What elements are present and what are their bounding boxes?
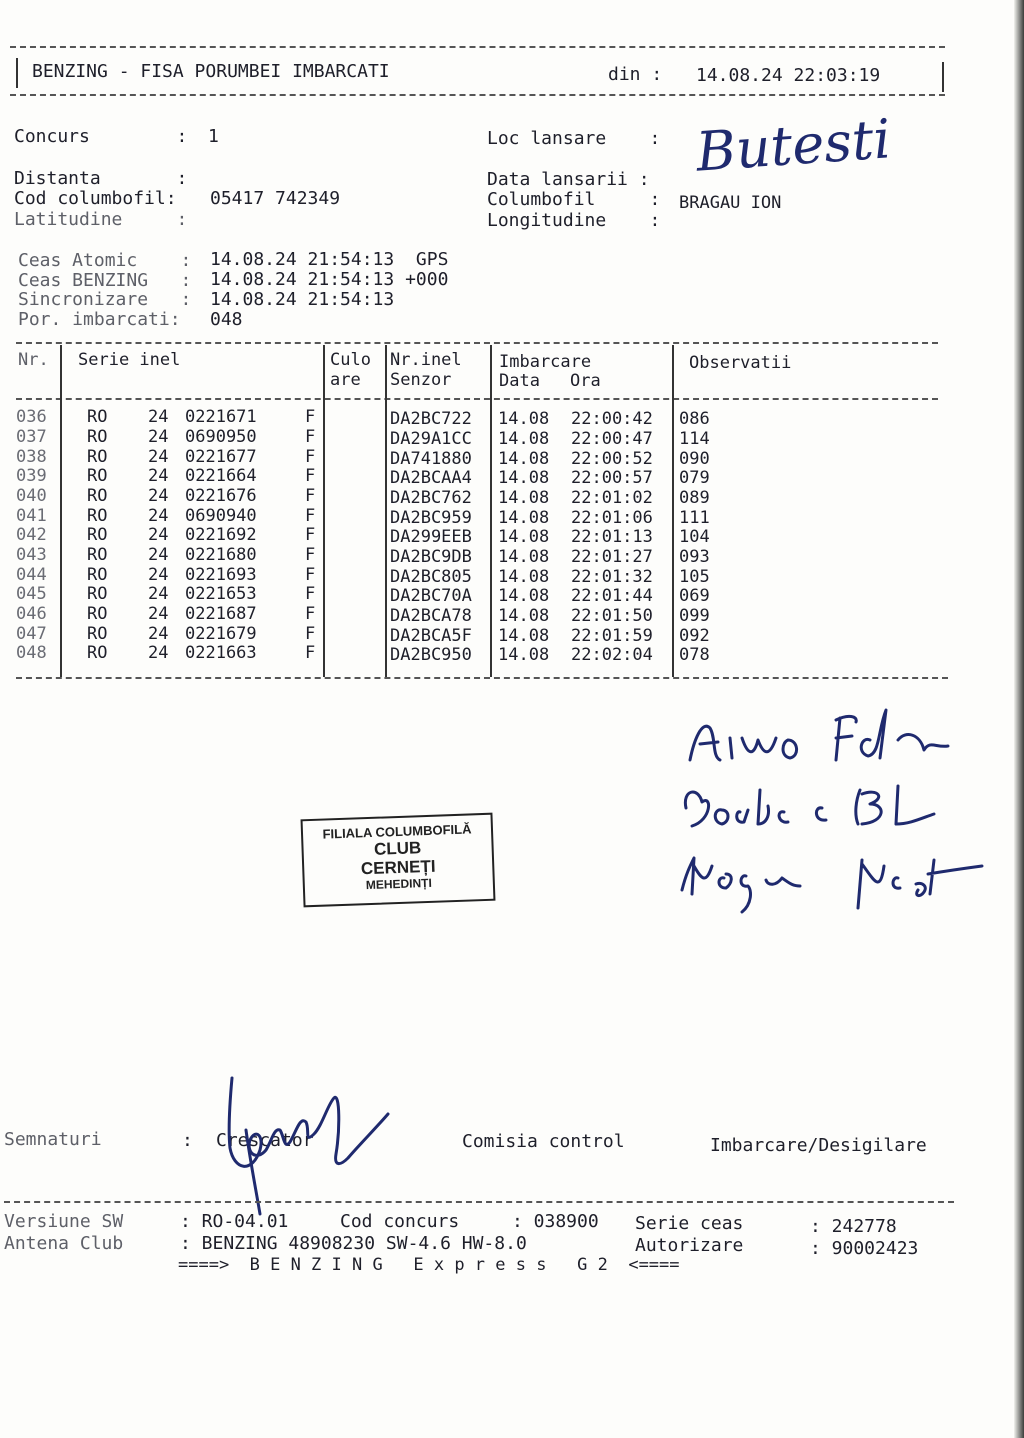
row-ring: 0221653: [185, 584, 257, 604]
header-top-rule: [10, 46, 945, 48]
row-obs: 089: [679, 488, 710, 508]
row-ring: 0690950: [185, 427, 257, 447]
row-year: 24: [148, 565, 169, 585]
row-sex: F: [305, 604, 316, 624]
signature-imbarcare-label: Imbarcare/Desigilare: [710, 1135, 927, 1156]
footer-serie-value: : 242778: [810, 1216, 897, 1237]
stamp-line-2: CLUB: [373, 838, 422, 859]
row-sensor: DA741880: [390, 449, 472, 469]
row-obs: 111: [679, 508, 710, 528]
row-obs: 105: [679, 567, 710, 587]
row-year: 24: [148, 525, 169, 545]
header-date-label: din :: [608, 64, 663, 85]
row-ring: 0221693: [185, 565, 257, 585]
row-obs: 114: [679, 429, 710, 449]
th-imbarcare: Imbarcare: [499, 352, 592, 372]
row-time: 22:00:57: [571, 468, 653, 488]
th-nr-inel: Nr.inel: [390, 350, 462, 370]
row-nr: 044: [16, 565, 47, 585]
row-country: RO: [87, 525, 108, 545]
row-time: 22:00:42: [571, 409, 653, 429]
row-sensor: DA2BC762: [390, 488, 472, 508]
row-ring: 0221664: [185, 466, 257, 486]
signatures-label: Semnaturi: [4, 1129, 102, 1150]
table-header-rule: [16, 398, 938, 400]
stamp-line-4: MEHEDINȚI: [365, 875, 433, 893]
row-sensor: DA2BC722: [390, 409, 472, 429]
signatures-colon: :: [182, 1130, 193, 1151]
row-nr: 043: [16, 545, 47, 565]
table-bottom-rule: [16, 677, 948, 679]
stamp-line-3: CERNEȚI: [360, 856, 436, 879]
th-culoare: Culo: [330, 350, 371, 370]
row-year: 24: [148, 545, 169, 565]
row-obs: 090: [679, 449, 710, 469]
footer-serie-label: Serie ceas: [635, 1213, 744, 1234]
row-obs: 086: [679, 409, 710, 429]
info-cod-label: Cod columbofil:: [14, 188, 177, 209]
row-time: 22:00:47: [571, 429, 653, 449]
col-sep-imbarcare: [672, 345, 674, 677]
row-ring: 0690940: [185, 506, 257, 526]
clock-benzing-value: 14.08.24 21:54:13 +000: [210, 269, 449, 290]
row-obs: 078: [679, 645, 710, 665]
row-year: 24: [148, 584, 169, 604]
row-ring: 0221680: [185, 545, 257, 565]
document-title: BENZING - FISA PORUMBEI IMBARCATI: [32, 61, 390, 82]
row-nr: 039: [16, 466, 47, 486]
info-distanta-label: Distanta :: [14, 168, 188, 189]
row-ring: 0221687: [185, 604, 257, 624]
row-year: 24: [148, 506, 169, 526]
row-time: 22:01:27: [571, 547, 653, 567]
info-loc-label: Loc lansare :: [487, 128, 661, 149]
col-sep-nr: [60, 345, 62, 677]
handwritten-launch-place: Butesti: [694, 107, 893, 184]
info-concurs-label: Concurs :: [14, 126, 188, 147]
footer-antena-label: Antena Club: [4, 1233, 124, 1254]
row-obs: 099: [679, 606, 710, 626]
row-sensor: DA299EEB: [390, 527, 472, 547]
row-ring: 0221663: [185, 643, 257, 663]
row-sex: F: [305, 486, 316, 506]
row-date: 14.08: [498, 429, 550, 449]
footer-cod-value: : 038900: [512, 1211, 599, 1232]
row-date: 14.08: [498, 626, 550, 646]
footer-sw-label: Versiune SW: [4, 1211, 124, 1232]
row-country: RO: [87, 447, 108, 467]
row-nr: 047: [16, 624, 47, 644]
row-nr: 042: [16, 525, 47, 545]
row-country: RO: [87, 545, 108, 565]
row-date: 14.08: [498, 488, 550, 508]
row-year: 24: [148, 407, 169, 427]
row-time: 22:01:32: [571, 567, 653, 587]
row-sex: F: [305, 466, 316, 486]
row-time: 22:01:13: [571, 527, 653, 547]
row-country: RO: [87, 584, 108, 604]
th-data: Data: [499, 371, 540, 391]
row-country: RO: [87, 506, 108, 526]
row-country: RO: [87, 624, 108, 644]
th-observatii: Observatii: [689, 353, 792, 373]
row-sensor: DA2BCAA4: [390, 468, 472, 488]
row-time: 22:01:50: [571, 606, 653, 626]
row-nr: 037: [16, 427, 47, 447]
club-stamp: [301, 813, 496, 908]
row-date: 14.08: [498, 449, 550, 469]
th-serie-inel: Serie inel: [78, 350, 181, 370]
info-columbofil-value: BRAGAU ION: [679, 193, 782, 213]
row-ring: 0221677: [185, 447, 257, 467]
row-time: 22:01:44: [571, 586, 653, 606]
row-sensor: DA2BCA78: [390, 606, 472, 626]
footer-aut-label: Autorizare: [635, 1235, 744, 1256]
row-obs: 093: [679, 547, 710, 567]
row-nr: 038: [16, 447, 47, 467]
footer-antena-value: : BENZING 48908230 SW-4.6 HW-8.0: [180, 1233, 527, 1254]
committee-signatures: [672, 690, 992, 940]
info-latitudine-label: Latitudine :: [14, 209, 188, 230]
row-sex: F: [305, 624, 316, 644]
pigeons-count-value: 048: [210, 309, 243, 330]
info-data-lansarii-label: Data lansarii :: [487, 169, 650, 190]
th-senzor: Senzor: [390, 370, 452, 390]
row-sex: F: [305, 525, 316, 545]
clock-sync-value: 14.08.24 21:54:13: [210, 289, 395, 310]
th-nr: Nr.: [18, 350, 49, 370]
row-year: 24: [148, 486, 169, 506]
breeder-signature: [200, 1070, 400, 1220]
row-date: 14.08: [498, 508, 550, 528]
row-sensor: DA2BC805: [390, 567, 472, 587]
row-ring: 0221676: [185, 486, 257, 506]
row-year: 24: [148, 466, 169, 486]
row-nr: 045: [16, 584, 47, 604]
row-country: RO: [87, 604, 108, 624]
header-date-value: 14.08.24 22:03:19: [696, 65, 881, 86]
th-ora: Ora: [570, 371, 601, 391]
paper-edge: [1014, 0, 1024, 1438]
header-right-border: [942, 62, 944, 92]
row-ring: 0221692: [185, 525, 257, 545]
row-date: 14.08: [498, 645, 550, 665]
row-time: 22:02:04: [571, 645, 653, 665]
row-date: 14.08: [498, 468, 550, 488]
row-nr: 036: [16, 407, 47, 427]
row-sensor: DA2BC9DB: [390, 547, 472, 567]
row-country: RO: [87, 486, 108, 506]
signature-comisia-label: Comisia control: [462, 1131, 625, 1152]
info-longitudine-label: Longitudine :: [487, 210, 661, 231]
info-columbofil-label: Columbofil :: [487, 189, 661, 210]
row-ring: 0221671: [185, 407, 257, 427]
info-concurs-value: 1: [208, 126, 219, 147]
info-cod-value: 05417 742349: [210, 188, 341, 209]
row-sex: F: [305, 545, 316, 565]
row-sex: F: [305, 447, 316, 467]
col-sep-senzor: [490, 345, 492, 677]
row-sex: F: [305, 506, 316, 526]
header-bottom-rule: [10, 94, 945, 96]
row-date: 14.08: [498, 586, 550, 606]
signature-crescator-label: Crescator: [216, 1130, 314, 1151]
row-year: 24: [148, 624, 169, 644]
row-obs: 092: [679, 626, 710, 646]
row-sex: F: [305, 565, 316, 585]
row-sensor: DA29A1CC: [390, 429, 472, 449]
stamp-line-1: FILIALA COLUMBOFILĂ: [322, 821, 472, 842]
row-time: 22:01:59: [571, 626, 653, 646]
row-nr: 046: [16, 604, 47, 624]
pigeons-count-label: Por. imbarcati:: [18, 309, 181, 330]
row-year: 24: [148, 447, 169, 467]
row-obs: 069: [679, 586, 710, 606]
row-time: 22:01:06: [571, 508, 653, 528]
row-sensor: DA2BC959: [390, 508, 472, 528]
row-country: RO: [87, 643, 108, 663]
row-country: RO: [87, 427, 108, 447]
row-country: RO: [87, 407, 108, 427]
row-year: 24: [148, 643, 169, 663]
th-culoare-2: are: [330, 370, 361, 390]
footer-banner: ====> B E N Z I N G E x p r e s s G 2 <====: [178, 1255, 680, 1275]
row-sex: F: [305, 584, 316, 604]
row-sensor: DA2BC70A: [390, 586, 472, 606]
table-top-rule: [16, 342, 938, 344]
row-country: RO: [87, 466, 108, 486]
clock-atomic-label: Ceas Atomic :: [18, 250, 192, 271]
footer-rule: [4, 1201, 954, 1203]
header-left-border: [16, 58, 18, 88]
row-country: RO: [87, 565, 108, 585]
row-year: 24: [148, 604, 169, 624]
row-date: 14.08: [498, 606, 550, 626]
row-time: 22:01:02: [571, 488, 653, 508]
row-year: 24: [148, 427, 169, 447]
clock-benzing-label: Ceas BENZING :: [18, 270, 192, 291]
row-date: 14.08: [498, 567, 550, 587]
row-sensor: DA2BC950: [390, 645, 472, 665]
col-sep-serie: [323, 345, 325, 677]
clock-sync-label: Sincronizare :: [18, 289, 192, 310]
row-obs: 079: [679, 468, 710, 488]
row-sex: F: [305, 643, 316, 663]
row-sex: F: [305, 427, 316, 447]
footer-cod-label: Cod concurs: [340, 1211, 460, 1232]
row-date: 14.08: [498, 527, 550, 547]
row-obs: 104: [679, 527, 710, 547]
clock-atomic-value: 14.08.24 21:54:13 GPS: [210, 249, 449, 270]
row-nr: 040: [16, 486, 47, 506]
row-time: 22:00:52: [571, 449, 653, 469]
row-ring: 0221679: [185, 624, 257, 644]
row-nr: 048: [16, 643, 47, 663]
row-sensor: DA2BCA5F: [390, 626, 472, 646]
footer-aut-value: : 90002423: [810, 1238, 919, 1259]
col-sep-culoare: [385, 345, 387, 677]
row-sex: F: [305, 407, 316, 427]
row-date: 14.08: [498, 547, 550, 567]
footer-sw-value: : RO-04.01: [180, 1211, 289, 1232]
row-date: 14.08: [498, 409, 550, 429]
row-nr: 041: [16, 506, 47, 526]
